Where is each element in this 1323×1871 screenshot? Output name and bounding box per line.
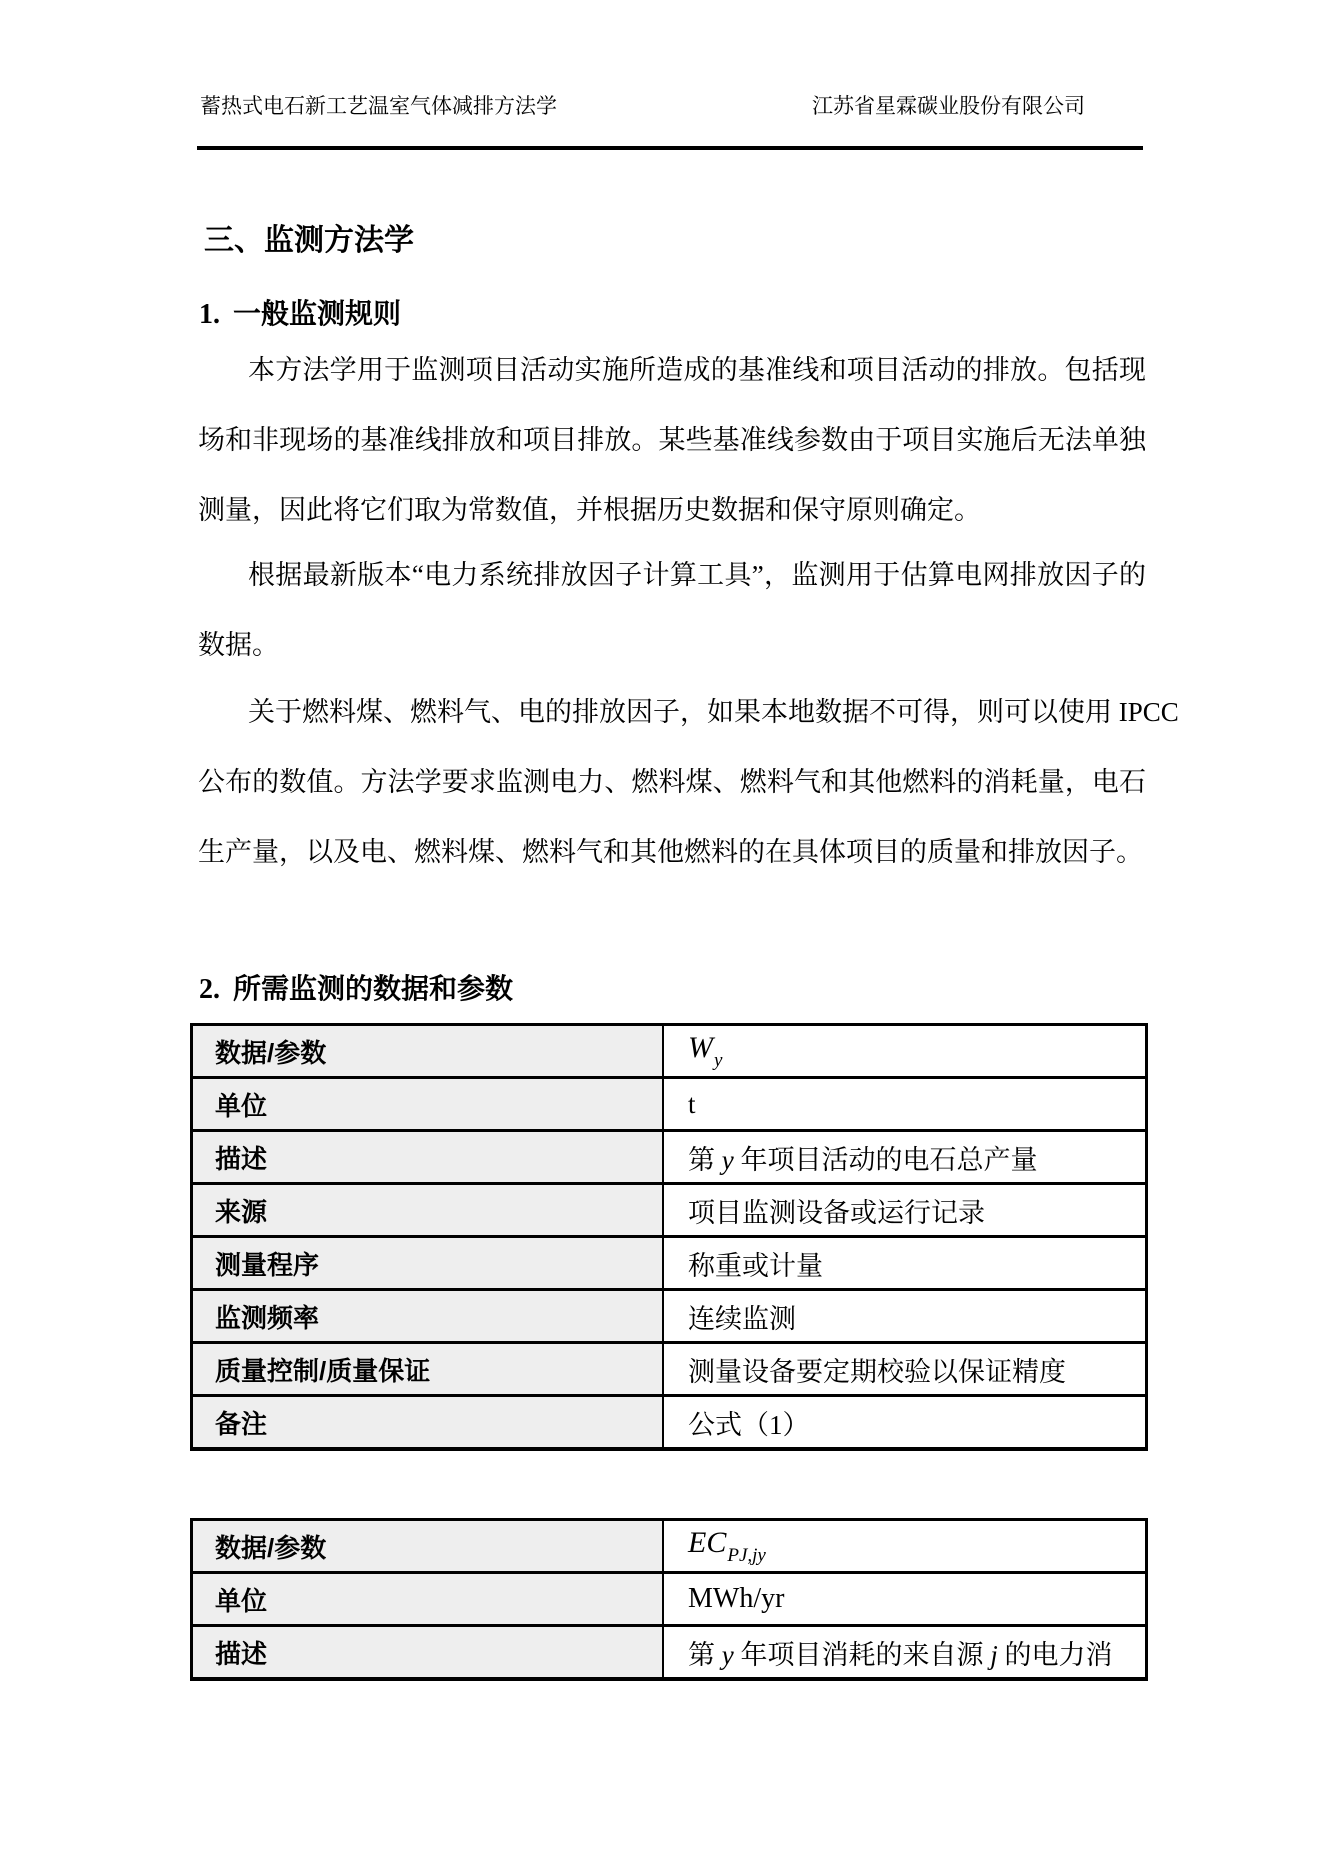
row-label: 测量程序 <box>193 1238 662 1288</box>
row-label: 来源 <box>193 1185 662 1235</box>
paragraph-line: 数据。 <box>198 630 279 660</box>
row-label: 数据/参数 <box>193 1026 662 1076</box>
unit-value: MWh/yr <box>688 1583 785 1614</box>
formula-base: W <box>688 1030 713 1064</box>
frequency-value: 连续监测 <box>688 1303 796 1334</box>
table-row <box>193 1129 1145 1182</box>
variable-y: y <box>721 1639 734 1670</box>
row-label: 质量控制/质量保证 <box>193 1344 662 1394</box>
paragraph-line: 公布的数值。方法学要求监测电力、燃料煤、燃料气和其他燃料的消耗量，电石 <box>198 767 1146 797</box>
row-value <box>662 1238 1145 1288</box>
remark-value: 公式（1） <box>688 1409 810 1440</box>
row-value <box>662 1627 1145 1677</box>
parameter-table-ecpj <box>190 1518 1148 1681</box>
paragraph-line: 生产量，以及电、燃料煤、燃料气和其他燃料的在具体项目的质量和排放因子。 <box>198 837 1143 867</box>
table-row <box>193 1394 1145 1447</box>
table-row <box>193 1341 1145 1394</box>
row-value <box>662 1397 1145 1447</box>
table-row <box>193 1235 1145 1288</box>
variable-j: j <box>990 1639 998 1670</box>
variable-y: y <box>721 1144 734 1175</box>
text-run: 第 <box>688 1144 722 1175</box>
row-value <box>662 1132 1145 1182</box>
qaqc-value: 测量设备要定期校验以保证精度 <box>688 1356 1066 1387</box>
row-label: 单位 <box>193 1079 662 1129</box>
row-label: 数据/参数 <box>193 1521 662 1571</box>
formula-subscript: PJ,jy <box>727 1544 766 1566</box>
header-company-name: 江苏省星霖碳业股份有限公司 <box>812 94 1085 118</box>
row-label: 备注 <box>193 1397 662 1447</box>
paragraph-2 <box>198 540 1146 680</box>
row-label: 描述 <box>193 1627 662 1677</box>
paragraph-line: 场和非现场的基准线排放和项目排放。某些基准线参数由于项目实施后无法单独 <box>198 425 1146 455</box>
source-value: 项目监测设备或运行记录 <box>688 1197 985 1228</box>
text-run: 年项目消耗的来自源 <box>733 1639 991 1670</box>
row-value <box>662 1026 1145 1076</box>
description-value <box>688 1633 1113 1672</box>
subsection-heading-monitored-data-parameters <box>199 974 513 1004</box>
paragraph-line: 本方法学用于监测项目活动实施所造成的基准线和项目活动的排放。包括现 <box>248 355 1146 385</box>
row-value <box>662 1079 1145 1129</box>
row-value <box>662 1344 1145 1394</box>
row-value <box>662 1521 1145 1571</box>
table-row <box>193 1026 1145 1076</box>
paragraph-line: 关于燃料煤、燃料气、电的排放因子，如果本地数据不可得，则可以使用 IPCC <box>248 697 1179 727</box>
table-row <box>193 1624 1145 1677</box>
subsection-heading-general-rules <box>199 299 401 329</box>
row-value <box>662 1185 1145 1235</box>
description-value <box>688 1138 1037 1177</box>
text-run: 年项目活动的电石总产量 <box>733 1144 1038 1175</box>
table-row <box>193 1288 1145 1341</box>
paragraph-1 <box>198 335 1146 545</box>
table-row <box>193 1521 1145 1571</box>
table-row <box>193 1571 1145 1624</box>
row-value <box>662 1574 1145 1624</box>
parameter-table-wy <box>190 1023 1148 1451</box>
text-run: 第 <box>688 1639 722 1670</box>
section-heading-monitoring-methodology: 三、监测方法学 <box>204 224 414 257</box>
paragraph-line: 测量，因此将它们取为常数值，并根据历史数据和保守原则确定。 <box>198 495 981 525</box>
paragraph-line: 根据最新版本“电力系统排放因子计算工具”，监测用于估算电网排放因子的 <box>248 560 1146 590</box>
row-label: 监测频率 <box>193 1291 662 1341</box>
row-label: 描述 <box>193 1132 662 1182</box>
text-run: 的电力消 <box>997 1639 1113 1670</box>
subsection-number: 1. <box>199 299 220 330</box>
procedure-value: 称重或计量 <box>688 1250 823 1281</box>
row-label: 单位 <box>193 1574 662 1624</box>
subsection-title: 所需监测的数据和参数 <box>233 973 514 1004</box>
formula-subscript: y <box>714 1049 723 1071</box>
header-document-title: 蓄热式电石新工艺温室气体减排方法学 <box>200 94 557 118</box>
table-row <box>193 1182 1145 1235</box>
subsection-number: 2. <box>199 974 220 1005</box>
table-row <box>193 1076 1145 1129</box>
subsection-title: 一般监测规则 <box>233 298 402 329</box>
formula-wy <box>688 1031 722 1072</box>
unit-value: t <box>688 1088 696 1119</box>
row-value <box>662 1291 1145 1341</box>
paragraph-3 <box>198 677 1179 887</box>
header-rule <box>197 146 1143 150</box>
formula-base: EC <box>688 1525 727 1559</box>
formula-ecpj <box>688 1526 766 1567</box>
